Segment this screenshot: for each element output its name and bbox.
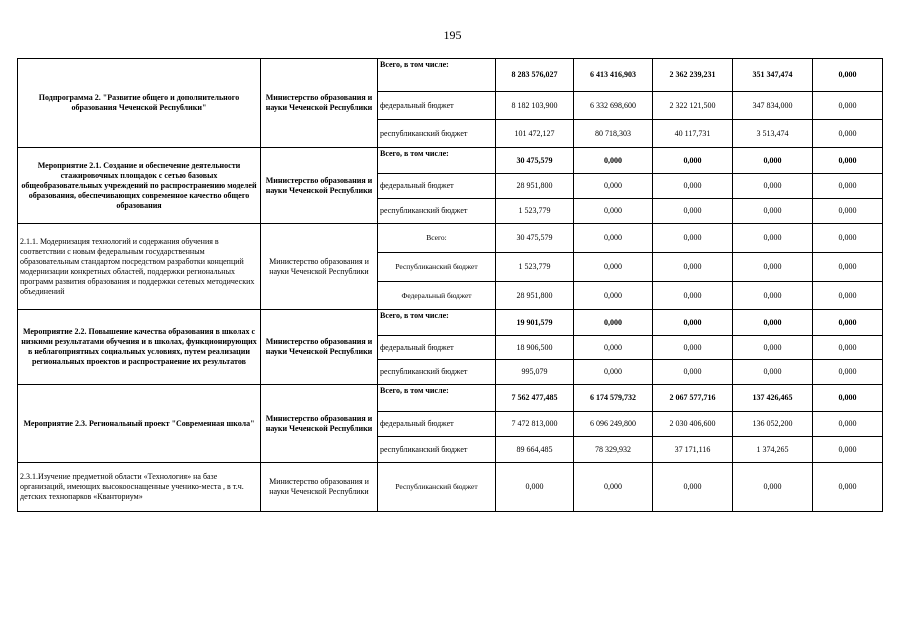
executor: Министерство образования и науки Чеченской Республики [261,59,378,148]
amount-cell: 0,000 [653,282,733,310]
table-row [18,224,883,253]
budget-table [17,58,883,512]
amount-cell: 0,000 [733,174,813,199]
funding-source: Федеральный бюджет [378,282,496,310]
funding-source: федеральный бюджет [378,92,496,120]
amount-cell: 0,000 [733,253,813,282]
measure-name: Подпрограмма 2. "Развитие общего и дополнительного образования Чеченской Республики" [18,59,261,148]
table-row [18,148,883,174]
amount-cell: 0,000 [813,437,883,463]
executor: Министерство образования и науки Чеченской Республики [261,385,378,463]
measure-name: 2.3.1.Изучение предметной области «Технология» на базе организаций, имеющих высокооснащенные ученико-места , в т.ч. детских технопарков «Кванториум» [18,463,261,512]
amount-cell: 7 472 813,000 [496,412,574,437]
amount-cell: 8 182 103,900 [496,92,574,120]
amount-cell: 0,000 [733,224,813,253]
amount-cell: 1 523,779 [496,253,574,282]
amount-cell: 101 472,127 [496,120,574,148]
amount-cell: 136 052,200 [733,412,813,437]
amount-cell: 0,000 [574,463,653,512]
amount-cell: 995,079 [496,360,574,385]
amount-cell: 0,000 [574,360,653,385]
funding-source: республиканский бюджет [378,360,496,385]
amount-cell: 1 523,779 [496,199,574,224]
amount-cell: 8 283 576,027 [496,59,574,92]
amount-cell: 0,000 [813,224,883,253]
amount-cell: 0,000 [653,463,733,512]
table-row [18,59,883,92]
funding-source: федеральный бюджет [378,412,496,437]
amount-cell: 0,000 [813,92,883,120]
amount-cell: 19 901,579 [496,310,574,336]
amount-cell: 0,000 [574,174,653,199]
amount-cell: 89 664,485 [496,437,574,463]
amount-cell: 2 067 577,716 [653,385,733,412]
amount-cell: 0,000 [733,199,813,224]
funding-source: Всего, в том числе: [378,310,496,336]
amount-cell: 0,000 [813,148,883,174]
amount-cell: 7 562 477,485 [496,385,574,412]
amount-cell: 2 030 406,600 [653,412,733,437]
amount-cell: 0,000 [574,336,653,360]
amount-cell: 0,000 [813,120,883,148]
amount-cell: 0,000 [574,148,653,174]
executor: Министерство образования и науки Чеченской Республики [261,463,378,512]
amount-cell: 0,000 [574,310,653,336]
amount-cell: 37 171,116 [653,437,733,463]
table-row [18,310,883,336]
amount-cell: 0,000 [813,463,883,512]
amount-cell: 0,000 [574,253,653,282]
amount-cell: 40 117,731 [653,120,733,148]
amount-cell: 0,000 [733,148,813,174]
amount-cell: 0,000 [653,224,733,253]
executor: Министерство образования и науки Чеченской Республики [261,148,378,224]
funding-source: Республиканский бюджет [378,253,496,282]
amount-cell: 6 174 579,732 [574,385,653,412]
amount-cell: 0,000 [653,174,733,199]
funding-source: федеральный бюджет [378,174,496,199]
amount-cell: 28 951,800 [496,282,574,310]
amount-cell: 0,000 [813,412,883,437]
page-number: 195 [443,28,462,42]
amount-cell: 0,000 [813,282,883,310]
amount-cell: 0,000 [574,199,653,224]
amount-cell: 80 718,303 [574,120,653,148]
amount-cell: 0,000 [653,253,733,282]
amount-cell: 0,000 [813,59,883,92]
funding-source: Всего, в том числе: [378,59,496,92]
measure-name: 2.1.1. Модернизация технологий и содержания обучения в соответствии с новым федеральным государственным образовательным стандартом посредством разработки концепций модернизации конкретных областей, поддержки региональных программ развития образования и поддержки сетевых методических объединений [18,224,261,310]
amount-cell: 0,000 [496,463,574,512]
amount-cell: 28 951,800 [496,174,574,199]
amount-cell: 351 347,474 [733,59,813,92]
funding-source: Всего: [378,224,496,253]
amount-cell: 6 413 416,903 [574,59,653,92]
amount-cell: 1 374,265 [733,437,813,463]
amount-cell: 0,000 [813,253,883,282]
executor: Министерство образования и науки Чеченской Республики [261,310,378,385]
amount-cell: 0,000 [813,336,883,360]
measure-name: Мероприятие 2.3. Региональный проект "Современная школа" [18,385,261,463]
amount-cell: 30 475,579 [496,148,574,174]
amount-cell: 0,000 [733,360,813,385]
funding-source: Республиканский бюджет [378,463,496,512]
amount-cell: 0,000 [733,310,813,336]
amount-cell: 0,000 [653,148,733,174]
amount-cell: 0,000 [653,310,733,336]
amount-cell: 30 475,579 [496,224,574,253]
funding-source: республиканский бюджет [378,437,496,463]
table-row [18,463,883,512]
amount-cell: 0,000 [733,282,813,310]
amount-cell: 2 322 121,500 [653,92,733,120]
amount-cell: 0,000 [813,360,883,385]
amount-cell: 0,000 [653,336,733,360]
executor: Министерство образования и науки Чеченской Республики [261,224,378,310]
amount-cell: 3 513,474 [733,120,813,148]
amount-cell: 18 906,500 [496,336,574,360]
measure-name: Мероприятие 2.2. Повышение качества образования в школах с низкими результатами обучения и в школах, функционирующих в неблагоприятных социальных условиях, путем реализации региональных проектов и распространение их результатов [18,310,261,385]
amount-cell: 0,000 [653,199,733,224]
amount-cell: 137 426,465 [733,385,813,412]
amount-cell: 0,000 [733,336,813,360]
amount-cell: 0,000 [653,360,733,385]
amount-cell: 0,000 [813,174,883,199]
funding-source: Всего, в том числе: [378,385,496,412]
table-row [18,385,883,412]
amount-cell: 6 332 698,600 [574,92,653,120]
funding-source: республиканский бюджет [378,199,496,224]
funding-source: республиканский бюджет [378,120,496,148]
funding-source: федеральный бюджет [378,336,496,360]
amount-cell: 6 096 249,800 [574,412,653,437]
amount-cell: 0,000 [813,310,883,336]
amount-cell: 2 362 239,231 [653,59,733,92]
amount-cell: 0,000 [813,199,883,224]
amount-cell: 0,000 [574,282,653,310]
amount-cell: 0,000 [733,463,813,512]
amount-cell: 0,000 [813,385,883,412]
funding-source: Всего, в том числе: [378,148,496,174]
amount-cell: 347 834,000 [733,92,813,120]
measure-name: Мероприятие 2.1. Создание и обеспечение деятельности стажировочных площадок с сетью базовых общеобразовательных учреждений по распространению моделей образования, обеспечивающих современное качество общего образования [18,148,261,224]
amount-cell: 78 329,932 [574,437,653,463]
amount-cell: 0,000 [574,224,653,253]
